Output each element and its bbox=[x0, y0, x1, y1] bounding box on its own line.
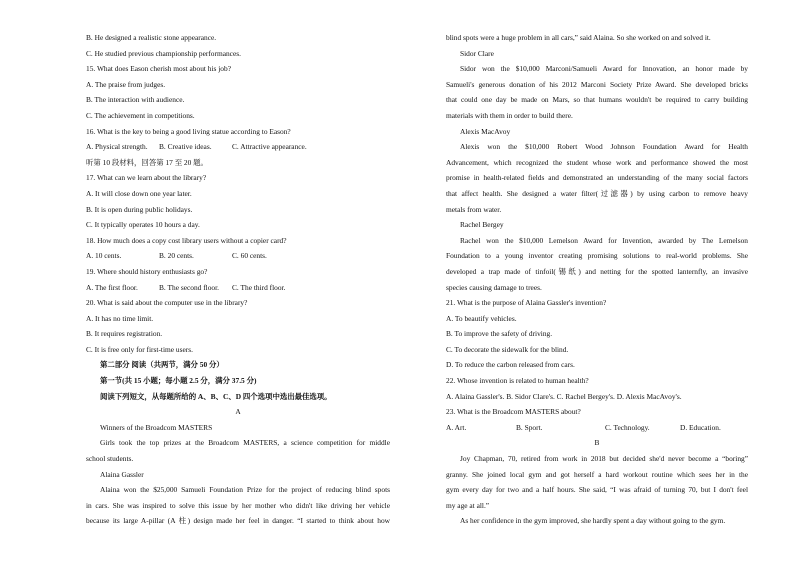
paragraph-line: Sidor won the $10,000 Marconi/Samueli Award for Innovation, an honor made by bbox=[460, 64, 748, 74]
paragraph-line: gym every day for two and a half hours. She said, “I was afraid of turning 70, but I don't feel bbox=[446, 485, 748, 495]
winner-name: Sidor Clare bbox=[460, 48, 494, 58]
option-a: A. Art. bbox=[446, 422, 467, 432]
paragraph-line: school students. bbox=[86, 454, 134, 464]
option-line: B. The interaction with audience. bbox=[86, 95, 185, 105]
option-line: B. It is open during public holidays. bbox=[86, 204, 193, 214]
question-21: 21. What is the purpose of Alaina Gassler's invention? bbox=[446, 298, 607, 308]
paragraph-line: Samueli's generous donation of his 2012 Marconi Society Prize Award. She developed bricks bbox=[446, 79, 748, 89]
passage-a-title: Winners of the Broadcom MASTERS bbox=[100, 422, 213, 432]
question-23: 23. What is the Broadcom MASTERS about? bbox=[446, 407, 581, 417]
paragraph-line: Rachel won the $10,000 Lemelson Award for Invention, awarded by The Lemelson bbox=[460, 235, 748, 245]
option-a: A. Physical strength. bbox=[86, 142, 148, 152]
paragraph-line: Joy Chapman, 70, retired from work in 2018 but decided she'd never become a “boring” bbox=[460, 454, 748, 464]
option-line: D. To reduce the carbon released from cars. bbox=[446, 360, 575, 370]
question-22: 22. Whose invention is related to human health? bbox=[446, 376, 589, 386]
question-18: 18. How much does a copy cost library users without a copier card? bbox=[86, 235, 287, 245]
options-19 bbox=[86, 280, 390, 296]
option-line: B. To improve the safety of driving. bbox=[446, 329, 553, 339]
option-c: C. 60 cents. bbox=[232, 251, 267, 261]
section-one-heading: 第一节(共 15 小题；每小题 2.5 分，满分 37.5 分) bbox=[100, 376, 257, 386]
option-line: C. It is free only for first-time users. bbox=[86, 344, 193, 354]
winner-name: Alexis MacAvoy bbox=[460, 126, 511, 136]
option-line: C. To decorate the sidewalk for the blind. bbox=[446, 344, 569, 354]
option-b: B. 20 cents. bbox=[159, 251, 194, 261]
paragraph-line: that could one day be made on Mars, so that humans wouldn't be required to carry building bbox=[446, 95, 748, 105]
part-two-heading: 第二部分 阅读（共两节，满分 50 分） bbox=[100, 360, 224, 370]
option-line: B. He designed a realistic stone appearance. bbox=[86, 33, 217, 42]
option-line: C. It typically operates 10 hours a day. bbox=[86, 220, 200, 230]
option-b: B. The second floor. bbox=[159, 282, 220, 292]
option-b: B. Sport. bbox=[516, 422, 543, 432]
paragraph-line: that affect health. She designed a water filter(过滤器) by using carbon to remove heavy bbox=[446, 188, 748, 198]
paragraph-line: because its large A-pillar (A 柱) design made her feel in danger. “I started to think about how bbox=[86, 516, 390, 526]
question-20: 20. What is said about the computer use in the library? bbox=[86, 298, 248, 308]
paragraph-line: Girls took the top prizes at the Broadcom MASTERS, a science competition for middle bbox=[100, 438, 390, 448]
option-line: A. To beautify vehicles. bbox=[446, 313, 517, 323]
left-column bbox=[86, 30, 390, 529]
question-15: 15. What does Eason cherish most about his job? bbox=[86, 64, 231, 74]
paragraph-line: in cars. She was inspired to solve this issue by her mother who didn't like driving her vehicle bbox=[86, 500, 390, 510]
options-16 bbox=[86, 139, 390, 155]
paragraph-line: blind spots were a huge problem in all cars,” said Alaina. So she worked on and solved it. bbox=[446, 33, 711, 42]
paragraph-line: promise in health-related fields and demonstrated an understanding of the many social factors bbox=[446, 173, 748, 183]
option-line: C. The achievement in competitions. bbox=[86, 110, 195, 120]
passage-a-label: A bbox=[235, 407, 241, 417]
paragraph-line: Alexis won the $10,000 Robert Wood Johnson Foundation Award for Health bbox=[460, 142, 748, 152]
option-line: A. The praise from judges. bbox=[86, 79, 166, 89]
option-b: B. Creative ideas. bbox=[159, 142, 212, 152]
option-line: C. He studied previous championship performances. bbox=[86, 48, 241, 58]
option-line: A. It will close down one year later. bbox=[86, 188, 192, 198]
winner-name: Alaina Gassler bbox=[100, 469, 144, 479]
question-19: 19. Where should history enthusiasts go? bbox=[86, 266, 208, 276]
paragraph-line: materials with them in order to build there. bbox=[446, 110, 573, 120]
paragraph-line: As her confidence in the gym improved, she hardly spent a day without going to the gym. bbox=[460, 516, 726, 526]
option-a: A. The first floor. bbox=[86, 282, 138, 292]
paragraph-line: granny. She joined local gym and got herself a hard workout routine which sees her in the bbox=[446, 469, 748, 479]
options-22: A. Alaina Gassler's. B. Sidor Clare's. C. Rachel Bergey's. D. Alexis MacAvoy's. bbox=[446, 391, 682, 401]
paragraph-line: Alaina won the $25,000 Samueli Foundation Prize for the project of reducing blind spots bbox=[100, 485, 390, 495]
paragraph-line: metals from water. bbox=[446, 204, 502, 214]
option-c: C. Technology. bbox=[605, 422, 650, 432]
question-16: 16. What is the key to being a good living statue according to Eason? bbox=[86, 126, 291, 136]
question-17: 17. What can we learn about the library? bbox=[86, 173, 207, 183]
right-column bbox=[446, 30, 748, 529]
paragraph-line: my age at all.” bbox=[446, 500, 490, 510]
option-d: D. Education. bbox=[680, 422, 721, 432]
option-c: C. The third floor. bbox=[232, 282, 286, 292]
options-23 bbox=[446, 420, 748, 436]
options-18 bbox=[86, 248, 390, 264]
paragraph-line: species causing damage to trees. bbox=[446, 282, 542, 292]
option-c: C. Attractive appearance. bbox=[232, 142, 307, 152]
reading-instruction: 阅读下列短文，从每题所给的 A、B、C、D 四个选项中选出最佳选项。 bbox=[100, 391, 332, 401]
paragraph-line: Advancement, which recognized the student whose work and performance showed the most bbox=[446, 157, 748, 167]
paragraph-line: Foundation to a young inventor creating promising solutions to real-world problems. She bbox=[446, 251, 748, 261]
paragraph-line: developed a trap made of tinfoil(锡纸) and netting for the spotted lanternfly, an invasive bbox=[446, 266, 748, 276]
listening-instruction: 听第 10 段材料，回答第 17 至 20 题。 bbox=[86, 157, 208, 167]
passage-b-label: B bbox=[594, 438, 600, 448]
winner-name: Rachel Bergey bbox=[460, 220, 504, 230]
option-a: A. 10 cents. bbox=[86, 251, 122, 261]
option-line: A. It has no time limit. bbox=[86, 313, 154, 323]
option-line: B. It requires registration. bbox=[86, 329, 163, 339]
